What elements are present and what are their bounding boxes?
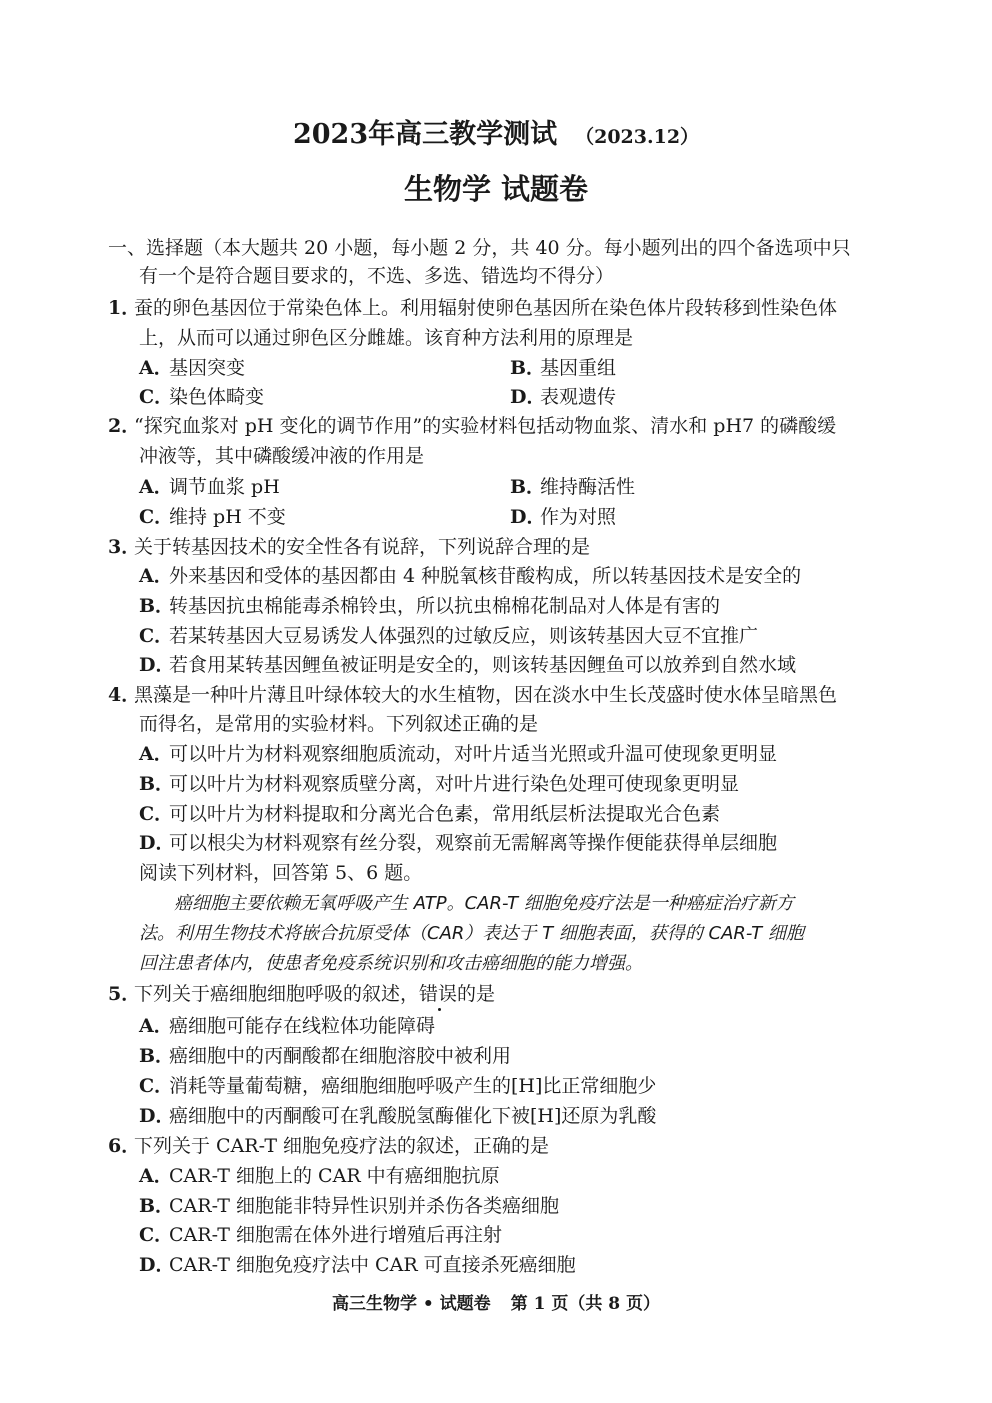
option-text: CAR-T 细胞免疫疗法中 CAR 可直接杀死癌细胞 (169, 1254, 576, 1276)
question-4-stem-line2: 而得名，是常用的实验材料。下列叙述正确的是 (139, 713, 539, 735)
option-1b (510, 356, 616, 380)
option-label: A． (139, 357, 173, 379)
option-label: A． (139, 743, 173, 765)
question-text: 蚕的卵色基因位于常染色体上。利用辐射使卵色基因所在染色体片段转移到性染色体 (134, 297, 838, 319)
option-label: B． (139, 1195, 175, 1217)
option-2c (139, 505, 286, 529)
question-text: 下列关于癌细胞细胞呼吸的叙述， (134, 983, 420, 1005)
option-text: 可以根尖为材料观察有丝分裂，观察前无需解离等操作便能获得单层细胞 (169, 832, 778, 854)
option-text: CAR-T 细胞上的 CAR 中有癌细胞抗原 (169, 1165, 500, 1187)
emphasized-word: 错误 (419, 983, 458, 1005)
option-label: D． (510, 506, 546, 528)
question-number: 6． (108, 1135, 141, 1157)
question-text: 黑藻是一种叶片薄且叶绿体较大的水生植物，因在淡水中生长茂盛时使水体呈暗黑色 (134, 684, 838, 706)
option-1d (510, 385, 616, 409)
option-text: 癌细胞中的丙酮酸可在乳酸脱氢酶催化下被[H]还原为乳酸 (169, 1105, 657, 1127)
option-4b (139, 772, 739, 796)
exam-title (0, 118, 992, 154)
question-6-stem (108, 1134, 549, 1158)
option-text: 可以叶片为材料观察质壁分离，对叶片进行染色处理可使现象更明显 (169, 773, 740, 795)
section-heading-line1: 一、选择题（本大题共 20 小题，每小题 2 分，共 40 分。每小题列出的四个备选项中只 (108, 237, 851, 259)
option-2b (510, 475, 635, 499)
option-text: 基因突变 (169, 357, 246, 379)
option-2d (510, 505, 616, 529)
option-label: A． (139, 1015, 173, 1037)
option-text: 染色体畸变 (169, 386, 265, 408)
question-number: 4． (108, 684, 141, 706)
option-6b (139, 1194, 559, 1218)
option-4d (139, 831, 777, 855)
footer-page-number: 第 1 页（共 8 页） (510, 1294, 661, 1314)
question-2-stem-line1 (108, 414, 836, 438)
option-1a (139, 356, 245, 380)
option-text: 癌细胞中的丙酮酸都在细胞溶胶中被利用 (169, 1045, 512, 1067)
option-text: 作为对照 (540, 506, 617, 528)
option-2a (139, 475, 280, 499)
material-line1: 癌细胞主要依赖无氧呼吸产生 ATP。CAR-T 细胞免疫疗法是一种癌症治疗新方 (174, 893, 794, 914)
option-6a (139, 1164, 500, 1188)
option-text: CAR-T 细胞能非特异性识别并杀伤各类癌细胞 (169, 1195, 560, 1217)
option-label: A． (139, 565, 173, 587)
option-label: D． (139, 1105, 175, 1127)
option-label: D． (139, 654, 175, 676)
question-text: “探究血浆对 pH 变化的调节作用”的实验材料包括动物血浆、清水和 pH7 的磷酸缓 (134, 415, 837, 437)
option-4c (139, 802, 720, 826)
question-1-stem-line1 (108, 296, 837, 320)
option-text: 可以叶片为材料提取和分离光合色素，常用纸层析法提取光合色素 (169, 803, 721, 825)
option-text: 消耗等量葡萄糖，癌细胞细胞呼吸产生的[H]比正常细胞少 (169, 1075, 657, 1097)
option-text: 表观遗传 (540, 386, 617, 408)
question-4-stem-line1 (108, 683, 837, 707)
option-text: 调节血浆 pH (169, 476, 280, 498)
option-3c (139, 624, 758, 648)
option-label: B． (139, 773, 175, 795)
option-text: 维持酶活性 (540, 476, 636, 498)
question-2-stem-line2: 冲液等，其中磷酸缓冲液的作用是 (139, 445, 425, 467)
question-number: 2． (108, 415, 141, 437)
option-text: 可以叶片为材料观察细胞质流动，对叶片适当光照或升温可使现象更明显 (169, 743, 778, 765)
option-label: C． (139, 1224, 174, 1246)
material-line2: 法。利用生物技术将嵌合抗原受体（CAR）表达于 T 细胞表面，获得的 CAR-T 细胞 (139, 923, 804, 944)
option-3b (139, 594, 720, 618)
option-5b (139, 1044, 511, 1068)
option-text: 转基因抗虫棉能毒杀棉铃虫，所以抗虫棉棉花制品对人体是有害的 (169, 595, 721, 617)
option-3a (139, 564, 801, 588)
question-number: 3． (108, 536, 141, 558)
option-label: C． (139, 625, 174, 647)
option-label: D． (139, 832, 175, 854)
question-3-stem (108, 535, 590, 559)
option-label: C． (139, 386, 174, 408)
option-text: 维持 pH 不变 (169, 506, 286, 528)
option-label: D． (510, 386, 546, 408)
option-text: 若食用某转基因鲤鱼被证明是安全的，则该转基因鲤鱼可以放养到自然水域 (169, 654, 797, 676)
material-intro: 阅读下列材料，回答第 5、6 题。 (139, 862, 423, 884)
option-4a (139, 742, 777, 766)
option-6c (139, 1223, 502, 1247)
option-6d (139, 1253, 576, 1277)
option-label: C． (139, 506, 174, 528)
option-label: C． (139, 1075, 174, 1097)
option-label: B． (139, 1045, 175, 1067)
question-text-end: 的是 (457, 983, 496, 1005)
option-label: B． (510, 357, 546, 379)
option-5a (139, 1014, 435, 1038)
title-date: （2023.12） (575, 126, 700, 148)
option-label: B． (510, 476, 546, 498)
option-text: 癌细胞可能存在线粒体功能障碍 (169, 1015, 436, 1037)
material-line3: 回注患者体内，使患者免疫系统识别和攻击癌细胞的能力增强。 (139, 953, 643, 974)
option-text: CAR-T 细胞需在体外进行增殖后再注射 (169, 1224, 503, 1246)
section-heading-line2: 有一个是符合题目要求的，不选、多选、错选均不得分） (139, 265, 615, 287)
title-text: 2023年高三教学测试 (292, 119, 558, 150)
option-label: D． (139, 1254, 175, 1276)
question-1-stem-line2: 上，从而可以通过卵色区分雌雄。该育种方法利用的原理是 (139, 327, 634, 349)
option-label: C． (139, 803, 174, 825)
option-label: A． (139, 1165, 173, 1187)
option-3d (139, 653, 796, 677)
question-5-stem (108, 982, 495, 1006)
option-5c (139, 1074, 656, 1098)
question-text: 下列关于 CAR-T 细胞免疫疗法的叙述，正确的是 (134, 1135, 550, 1157)
footer-paper-name: 高三生物学 • 试题卷 (331, 1294, 491, 1314)
page-footer (0, 1289, 992, 1314)
option-label: A． (139, 476, 173, 498)
option-text: 外来基因和受体的基因都由 4 种脱氧核苷酸构成，所以转基因技术是安全的 (169, 565, 802, 587)
question-number: 5． (108, 983, 141, 1005)
option-text: 基因重组 (540, 357, 617, 379)
option-text: 若某转基因大豆易诱发人体强烈的过敏反应，则该转基因大豆不宜推广 (169, 625, 759, 647)
question-text: 关于转基因技术的安全性各有说辞，下列说辞合理的是 (134, 536, 591, 558)
option-5d (139, 1104, 656, 1128)
question-number: 1． (108, 297, 141, 319)
option-1c (139, 385, 264, 409)
option-label: B． (139, 595, 175, 617)
exam-subtitle: 生物学 试题卷 (403, 172, 589, 206)
